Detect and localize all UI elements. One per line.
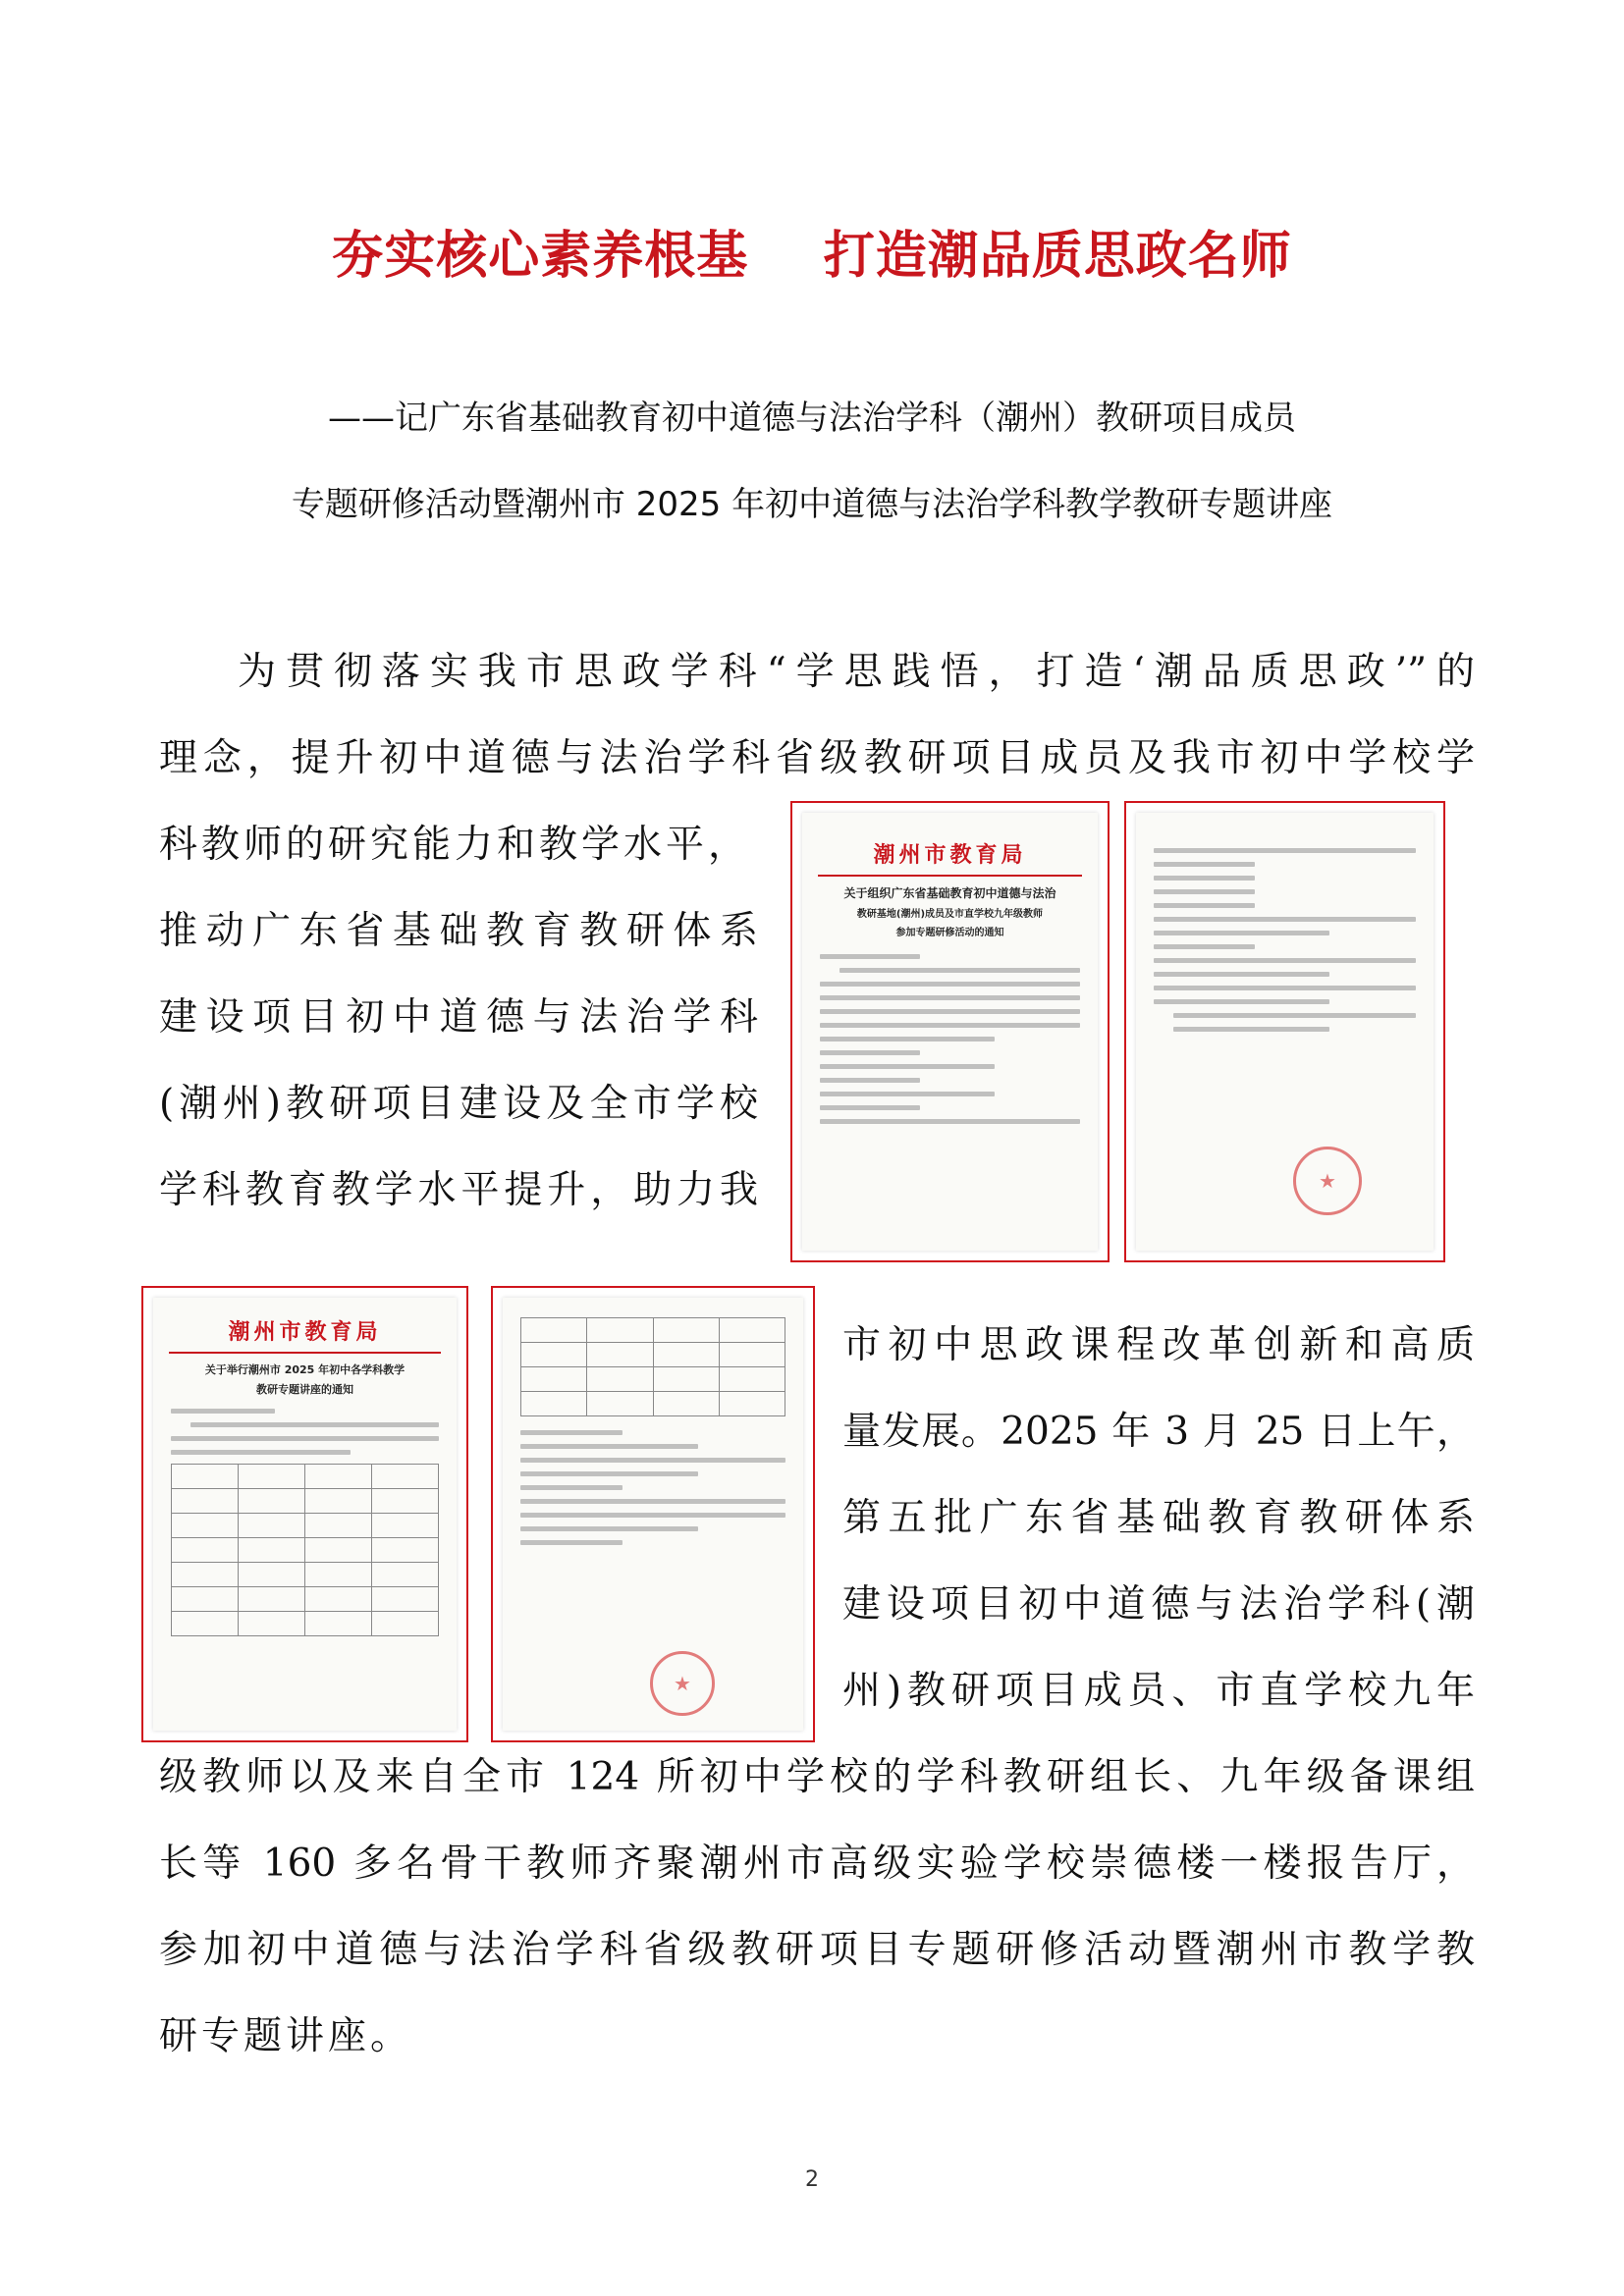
text-line — [1154, 917, 1416, 922]
text-line — [820, 1023, 1080, 1028]
text-line — [820, 1037, 995, 1041]
notice-title-1: 关于组织广东省基础教育初中道德与法治 — [843, 886, 1056, 900]
text-line — [1173, 1027, 1329, 1032]
body-line-7: 学科教育教学水平提升，助力我 — [159, 1168, 758, 1212]
text-line — [839, 968, 1080, 973]
text-line — [1154, 903, 1255, 908]
text-line — [1154, 999, 1329, 1004]
text-line — [1154, 958, 1416, 963]
text-line — [1173, 1013, 1416, 1018]
notice-header: 潮州市教育局 — [228, 1320, 382, 1345]
notice-document — [503, 1298, 803, 1731]
text-line — [820, 1009, 1080, 1014]
text-line — [520, 1499, 785, 1504]
text-line — [820, 1119, 1080, 1124]
text-line — [520, 1458, 785, 1463]
body-line-3: 科教师的研究能力和教学水平， — [159, 823, 751, 867]
text-line — [820, 1105, 920, 1110]
notice-document — [802, 813, 1098, 1251]
header-rule — [169, 1352, 441, 1354]
body-line-10: 第五批广东省基础教育教研体系 — [842, 1496, 1475, 1540]
notice-title-3: 参加专题研修活动的通知 — [895, 928, 1004, 938]
notice-header: 潮州市教育局 — [873, 843, 1027, 868]
text-line — [1154, 972, 1329, 977]
text-line — [171, 1409, 275, 1414]
notice-document — [153, 1298, 457, 1731]
notice-image-4 — [491, 1286, 815, 1742]
official-stamp — [650, 1651, 715, 1716]
body-line-9: 量发展。2025 年 3 月 25 日上午， — [842, 1410, 1475, 1454]
official-stamp — [1293, 1147, 1362, 1215]
text-line — [520, 1513, 785, 1518]
page-title: 夯实核心素养根基 打造潮品质思政名师 — [332, 227, 1292, 286]
text-line — [820, 1064, 995, 1069]
text-line — [1154, 944, 1255, 949]
body-line-2: 理念，提升初中道德与法治学科省级教研项目成员及我市初中学校学 — [159, 736, 1475, 780]
notice-title-2: 教研基地(潮州)成员及市直学校九年级教师 — [856, 909, 1044, 920]
text-line — [820, 1078, 920, 1083]
body-line-8: 市初中思政课程改革创新和高质 — [842, 1323, 1475, 1367]
body-line-5: 建设项目初中道德与法治学科 — [159, 995, 758, 1040]
body-line-6: (潮州)教研项目建设及全市学校 — [159, 1082, 758, 1126]
text-line — [820, 1050, 920, 1055]
text-line — [820, 1092, 995, 1096]
text-line — [1154, 876, 1255, 881]
text-line — [1154, 889, 1255, 894]
header-rule — [818, 875, 1082, 877]
body-line-4: 推动广东省基础教育教研体系 — [159, 909, 758, 953]
text-line — [820, 995, 1080, 1000]
body-line-11: 建设项目初中道德与法治学科(潮 — [842, 1582, 1475, 1627]
text-line — [520, 1540, 623, 1545]
notice-image-3 — [141, 1286, 468, 1742]
text-line — [1154, 931, 1329, 935]
text-line — [1154, 986, 1416, 990]
body-line-1: 为贯彻落实我市思政学科“学思践悟，打造‘潮品质思政’”的 — [238, 650, 1475, 694]
text-line — [820, 954, 920, 959]
subtitle-line-2: 专题研修活动暨潮州市 2025 年初中道德与法治学科教学教研专题讲座 — [291, 485, 1333, 524]
body-line-13: 级教师以及来自全市 124 所初中学校的学科教研组长、九年级备课组 — [159, 1755, 1475, 1799]
notice-title-2: 教研专题讲座的通知 — [256, 1383, 353, 1396]
notice-document — [1136, 813, 1434, 1251]
text-line — [171, 1450, 351, 1455]
text-line — [520, 1444, 698, 1449]
body-line-14: 长等 160 多名骨干教师齐聚潮州市高级实验学校崇德楼一楼报告厅， — [159, 1842, 1475, 1886]
schedule-table — [171, 1464, 439, 1636]
schedule-table — [520, 1317, 785, 1416]
text-line — [190, 1422, 439, 1427]
page-number: 2 — [805, 2167, 819, 2192]
body-line-12: 州)教研项目成员、市直学校九年 — [842, 1669, 1475, 1713]
body-line-15: 参加初中道德与法治学科省级教研项目专题研修活动暨潮州市教学教 — [159, 1928, 1475, 1972]
body-line-16: 研专题讲座。 — [159, 2014, 413, 2058]
text-line — [520, 1471, 698, 1476]
text-line — [520, 1526, 698, 1531]
notice-title-1: 关于举行潮州市 2025 年初中各学科教学 — [204, 1363, 406, 1376]
notice-image-1 — [790, 801, 1110, 1262]
notice-image-2 — [1124, 801, 1445, 1262]
text-line — [520, 1430, 623, 1435]
text-line — [520, 1485, 623, 1490]
text-line — [171, 1436, 439, 1441]
subtitle-line-1: ——记广东省基础教育初中道德与法治学科（潮州）教研项目成员 — [328, 399, 1296, 438]
text-line — [820, 982, 1080, 987]
text-line — [1154, 862, 1255, 867]
text-line — [1154, 848, 1416, 853]
